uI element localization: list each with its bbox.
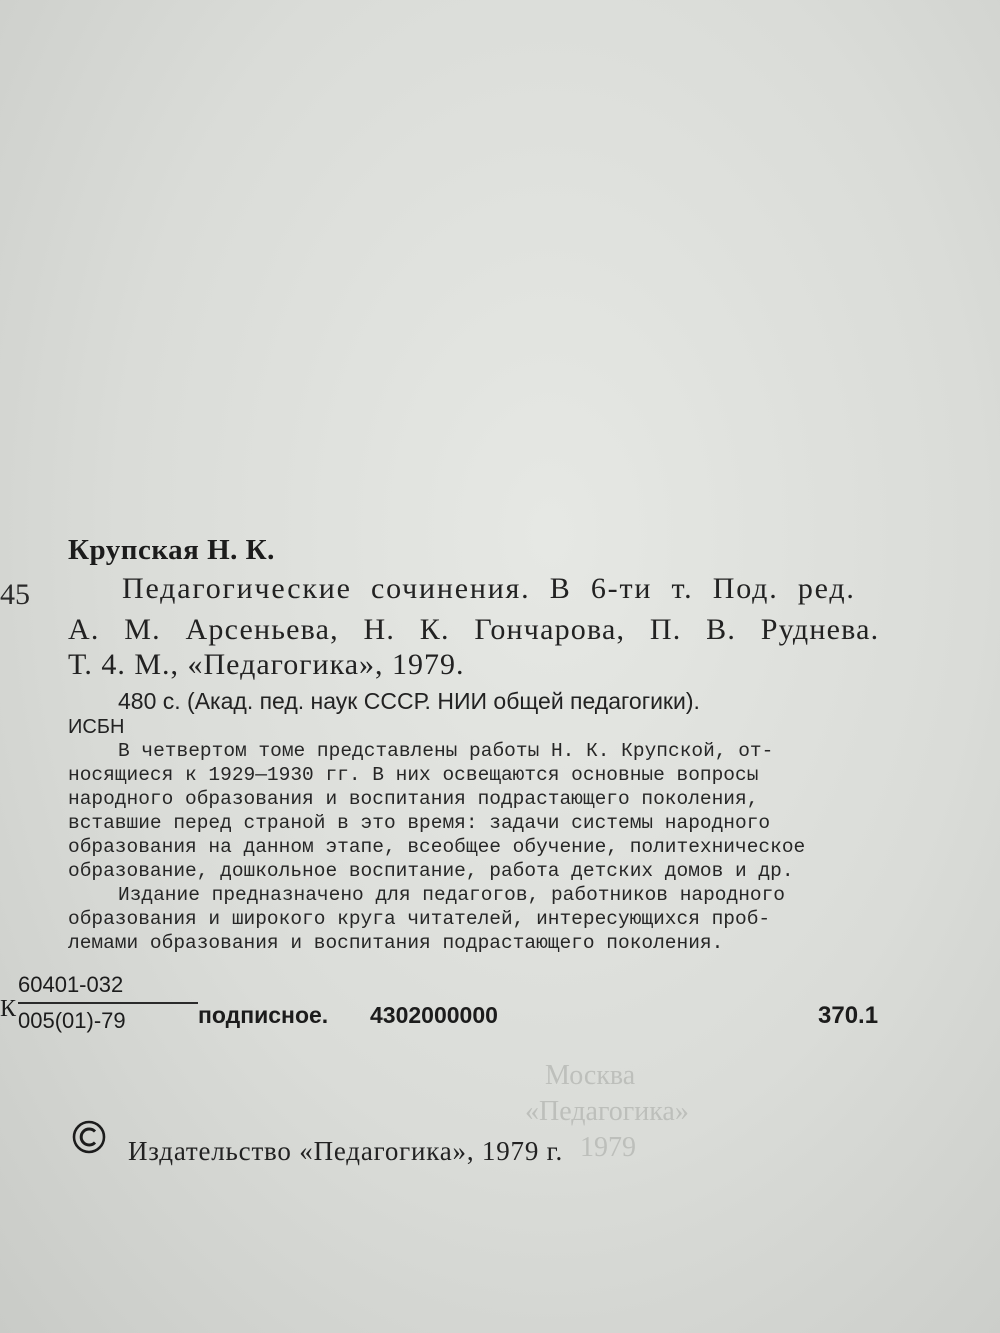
annotation-line-8: образования и широкого круга читателей, интересующихся проб- <box>68 908 771 930</box>
bleed-through-2: «Педагогика» <box>525 1096 689 1127</box>
classification-numerator: 60401-032 <box>18 972 124 997</box>
annotation-line-3: народного образования и воспитания подрастающего поколения, <box>68 788 759 810</box>
classification-denominator: 005(01)-79 <box>18 1008 126 1033</box>
annotation-line-2: носящиеся к 1929—1930 гг. В них освещаются основные вопросы <box>68 764 759 786</box>
copyright-icon <box>72 1120 106 1154</box>
title-line-3: Т. 4. М., «Педагогика», 1979. <box>68 648 465 681</box>
title-line-1: Педагогические сочинения. В 6-ти т. Под. ред. <box>122 572 856 605</box>
fraction-rule <box>18 1002 198 1004</box>
isbn-label: ИСБН <box>68 716 125 738</box>
copyright-text: Издательство «Педагогика», 1979 г. <box>128 1136 564 1166</box>
classification-code: 4302000000 <box>370 1002 498 1028</box>
bleed-through-1: Москва <box>545 1060 636 1091</box>
title-line-2: А. М. Арсеньева, Н. К. Гончарова, П. В. Руднева. <box>68 613 880 646</box>
edge-mark: К <box>0 996 17 1022</box>
bleed-through-3: 1979 <box>580 1132 636 1163</box>
annotation-line-1: В четвертом томе представлены работы Н. К. Крупской, от- <box>118 740 774 762</box>
annotation-line-7: Издание предназначено для педагогов, работников народного <box>118 884 786 906</box>
physical-description: 480 с. (Акад. пед. наук СССР. НИИ общей педагогики). <box>118 688 700 714</box>
margin-number: 45 <box>0 578 30 611</box>
udc-code: 370.1 <box>818 1002 879 1029</box>
subscription-label: подписное. <box>198 1002 329 1028</box>
annotation-line-6: образование, дошкольное воспитание, работа детских домов и др. <box>68 860 794 882</box>
annotation-line-5: образования на данном этапе, всеобщее обучение, политехническое <box>68 836 806 858</box>
author-name: Крупская Н. К. <box>68 534 275 566</box>
annotation-line-9: лемами образования и воспитания подрастающего поколения. <box>68 932 724 954</box>
annotation-line-4: вставшие перед страной в это время: задачи системы народного <box>68 812 771 834</box>
